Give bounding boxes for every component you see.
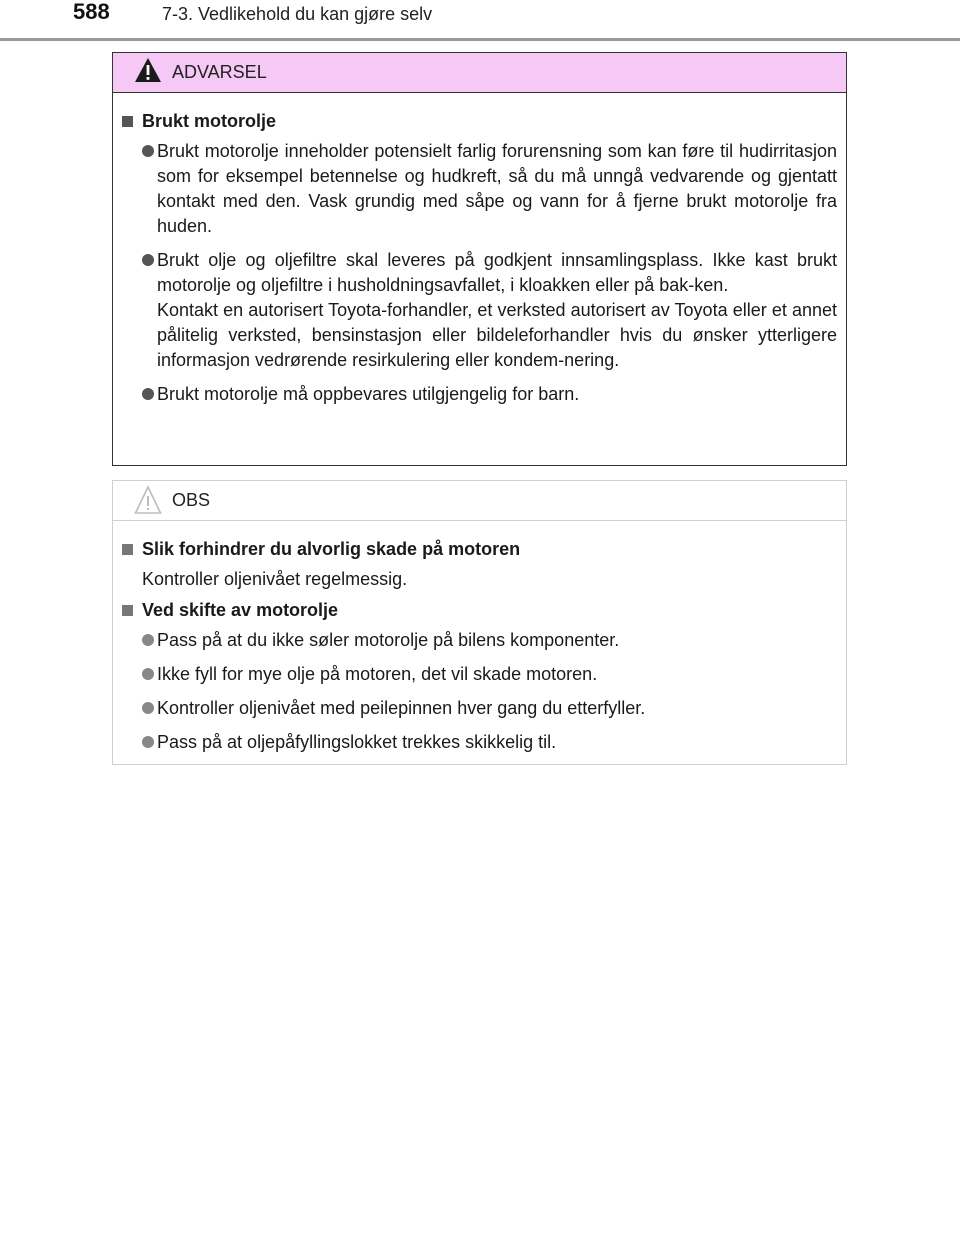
warning-box	[112, 52, 847, 466]
warning-item-paragraph: Brukt motorolje inneholder potensielt farlig forurensning som kan føre til hudirritasjon som for eksempel betennelse og hudkreft, så du må unngå vedvarende og gjentatt kontakt med den. Vask grundig med såpe og vann for å fjerne brukt motorolje fra huden.	[157, 141, 837, 236]
square-bullet-icon	[122, 109, 142, 134]
warning-item	[142, 248, 837, 373]
page-number: 588	[73, 0, 110, 24]
caution-item	[142, 730, 837, 755]
caution-subheading	[122, 537, 837, 562]
caution-subheading-text: Ved skifte av motorolje	[142, 600, 339, 620]
round-bullet-icon	[142, 730, 157, 755]
caution-text: Kontroller oljenivået regelmessig.	[142, 569, 408, 589]
warning-heading: ADVARSEL	[172, 62, 267, 82]
square-bullet-icon	[122, 598, 142, 623]
warning-item-paragraph: Brukt motorolje må oppbevares utilgjengelig for barn.	[157, 384, 580, 404]
caution-header	[113, 481, 846, 521]
caution-item-text: Kontroller oljenivået med peilepinnen hver gang du etterfyller.	[157, 698, 646, 718]
round-bullet-icon	[142, 382, 157, 407]
warning-body	[113, 93, 846, 407]
warning-subheading	[122, 109, 837, 134]
caution-box	[112, 480, 847, 765]
caution-item	[142, 696, 837, 721]
round-bullet-icon	[142, 696, 157, 721]
caution-subheading	[122, 598, 837, 623]
round-bullet-icon	[142, 628, 157, 653]
warning-item	[142, 382, 837, 407]
caution-item-text: Pass på at du ikke søler motorolje på bilens komponenter.	[157, 630, 620, 650]
page-header	[0, 0, 960, 41]
round-bullet-icon	[142, 662, 157, 687]
caution-body	[113, 521, 846, 755]
caution-item	[142, 662, 837, 687]
warning-subheading-text: Brukt motorolje	[142, 111, 277, 131]
warning-triangle-outline-icon	[134, 485, 162, 515]
section-title: 7-3. Vedlikehold du kan gjøre selv	[162, 4, 433, 24]
caution-item-text: Ikke fyll for mye olje på motoren, det vil skade motoren.	[157, 664, 598, 684]
warning-item	[142, 139, 837, 239]
warning-header	[113, 53, 846, 93]
warning-item-paragraph: Brukt olje og oljefiltre skal leveres på godkjent innsamlingsplass. Ikke kast brukt motorolje og oljefiltre i husholdningsavfallet, i kloakken eller på bak-ken.	[157, 250, 837, 295]
round-bullet-icon	[142, 248, 157, 373]
caution-heading: OBS	[172, 490, 211, 510]
caution-item	[142, 628, 837, 653]
warning-triangle-filled-icon	[134, 57, 162, 83]
round-bullet-icon	[142, 139, 157, 239]
warning-item-paragraph: Kontakt en autorisert Toyota-forhandler, et verksted autorisert av Toyota eller et annet pålitelig verksted, bensinstasjon eller bildeleforhandler hvis du ønsker ytterligere informasjon vedrørende resirkulering eller kondem-nering.	[157, 300, 837, 370]
caution-subheading-text: Slik forhindrer du alvorlig skade på motoren	[142, 539, 521, 559]
caution-item-text: Pass på at oljepåfyllingslokket trekkes skikkelig til.	[157, 732, 557, 752]
square-bullet-icon	[122, 537, 142, 562]
